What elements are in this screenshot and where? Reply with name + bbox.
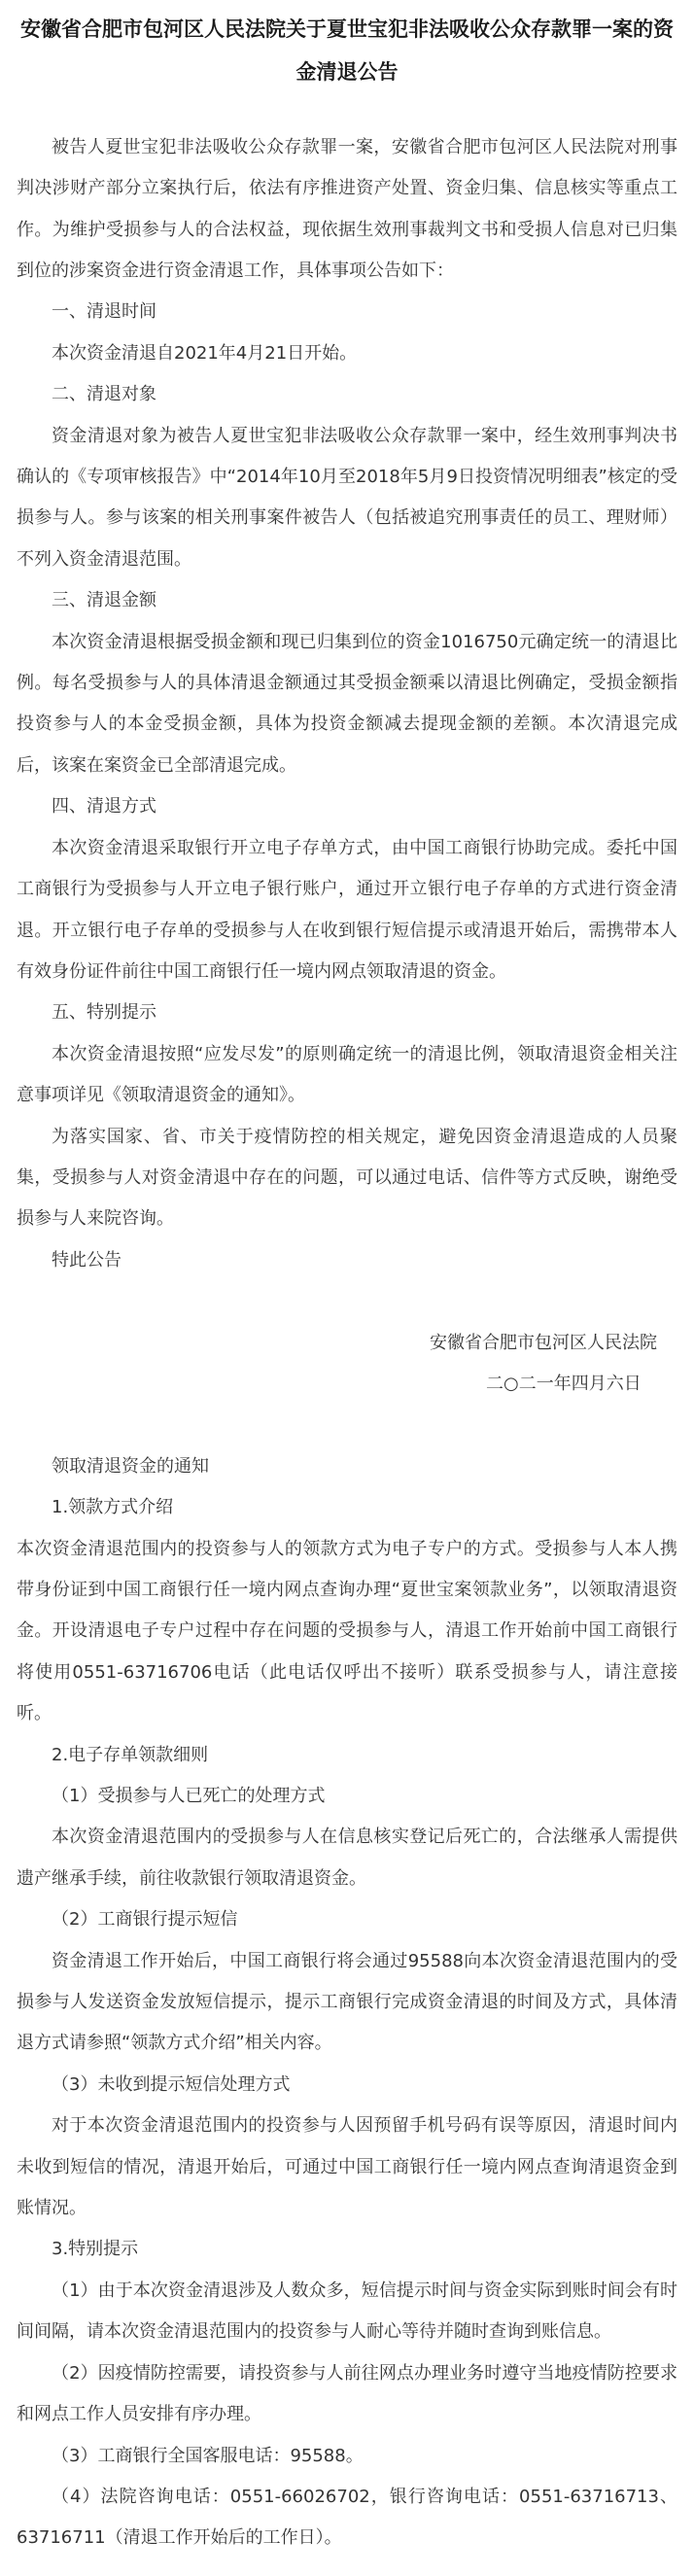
notice-subheading: （1）受损参与人已死亡的处理方式: [52, 1786, 326, 1807]
notice-paragraph: 本次资金清退范围内的投资参与人的领款方式为电子专户的方式。受损参与人本人携带身份证到中国工商银行任一境内网点查询办理“夏世宝案领款业务”，以领取清退资金。开设清退电子专户过程中存在问题的受损参与人，清退工作开始前中国工商银行将使用0551-63716706电话（此电话仅呼出不接听）联系受损参与人，请注意接听。: [17, 1538, 677, 1724]
section-paragraph: 本次资金清退自2021年4月21日开始。: [52, 342, 358, 364]
section-heading-target: 二、清退对象: [52, 384, 156, 405]
section-paragraph: 本次资金清退采取银行开立电子存单方式，由中国工商银行协助完成。委托中国工商银行为受损参与人开立电子银行账户，通过开立银行电子存单的方式进行资金清退。开立银行电子存单的受损参与人在收到银行短信提示或清退开始后，需携带本人有效身份证件前往中国工商银行任一境内网点领取清退的资金。: [17, 837, 677, 982]
section-paragraph: 资金清退对象为被告人夏世宝犯非法吸收公众存款罪一案中，经生效刑事判决书确认的《专项审核报告》中“2014年10月至2018年5月9日投资情况明细表”核定的受损参与人。参与该案的相关刑事案件被告人（包括被追究刑事责任的员工、理财师）不列入资金清退范围。: [17, 425, 677, 570]
section-paragraph: 为落实国家、省、市关于疫情防控的相关规定，避免因资金清退造成的人员聚集，受损参与人对资金清退中存在的问题，可以通过电话、信件等方式反映，谢绝受损参与人来院咨询。: [17, 1126, 677, 1230]
notice-section-heading: 1.领款方式介绍: [52, 1497, 174, 1518]
notice-item: （1）由于本次资金清退涉及人数众多，短信提示时间与资金实际到账时间会有时间间隔，请本次资金清退范围内的投资参与人耐心等待并随时查询到账信息。: [17, 2280, 677, 2343]
notice-paragraph: 本次资金清退范围内的受损参与人在信息核实登记后死亡的，合法继承人需提供遗产继承手续，前往收款银行领取清退资金。: [17, 1827, 677, 1889]
notice-paragraph: 对于本次资金清退范围内的投资参与人因预留手机号码有误等原因，清退时间内未收到短信的情况，清退开始后，可通过中国工商银行任一境内网点查询清退资金到账情况。: [17, 2115, 677, 2219]
document-title: 安徽省合肥市包河区人民法院关于夏世宝犯非法吸收公众存款罪一案的资金清退公告: [20, 17, 674, 84]
section-heading-special-notice: 五、特别提示: [52, 1002, 156, 1024]
collection-notice: [17, 1446, 677, 2559]
notice-paragraph: 资金清退工作开始后，中国工商银行将会通过95588向本次资金清退范围内的受损参与人发送资金发放短信提示，提示工商银行完成资金清退的时间及方式，具体清退方式请参照“领款方式介绍”相关内容。: [17, 1950, 677, 2054]
section-paragraph: 本次资金清退按照“应发尽发”的原则确定统一的清退比例，领取清退资金相关注意事项详见《领取清退资金的通知》。: [17, 1043, 677, 1106]
intro-paragraph: 被告人夏世宝犯非法吸收公众存款罪一案，安徽省合肥市包河区人民法院对刑事判决涉财产部分立案执行后，依法有序推进资产处置、资金归集、信息核实等重点工作。为维护受损参与人的合法权益，现依据生效刑事裁判文书和受损人信息对已归集到位的涉案资金进行资金清退工作，具体事项公告如下：: [17, 136, 677, 282]
section-heading-time: 一、清退时间: [52, 301, 156, 323]
notice-section-heading: 3.特别提示: [52, 2239, 139, 2260]
notice-item: （4）法院咨询电话：0551-66026702，银行咨询电话：0551-63716713、63716711（清退工作开始后的工作日）。: [17, 2486, 677, 2549]
notice-item: （2）因疫情防控需要，请投资参与人前往网点办理业务时遵守当地疫情防控要求和网点工作人员安排有序办理。: [17, 2362, 677, 2425]
notice-item: （3）工商银行全国客服电话：95588。: [52, 2445, 364, 2466]
notice-section-heading: 2.电子存单领款细则: [52, 1744, 209, 1765]
section-paragraph: 本次资金清退根据受损金额和现已归集到位的资金1016750元确定统一的清退比例。每名受损参与人的具体清退金额通过其受损金额乘以清退比例确定，受损金额指投资参与人的本金受损金额，具体为投资金额减去提现金额的差额。本次清退完成后，该案在案资金已全部清退完成。: [17, 631, 677, 776]
signature-date: 二○二一年四月六日: [486, 1373, 642, 1394]
closing-text: 特此公告: [52, 1249, 121, 1271]
notice-title: 领取清退资金的通知: [52, 1455, 209, 1477]
notice-subheading: （2）工商银行提示短信: [52, 1909, 238, 1931]
section-heading-method: 四、清退方式: [52, 796, 156, 818]
signature-court: 安徽省合肥市包河区人民法院: [430, 1332, 657, 1353]
notice-subheading: （3）未收到提示短信处理方式: [52, 2073, 291, 2095]
announcement: [17, 127, 677, 1406]
section-heading-amount: 三、清退金额: [52, 590, 156, 611]
